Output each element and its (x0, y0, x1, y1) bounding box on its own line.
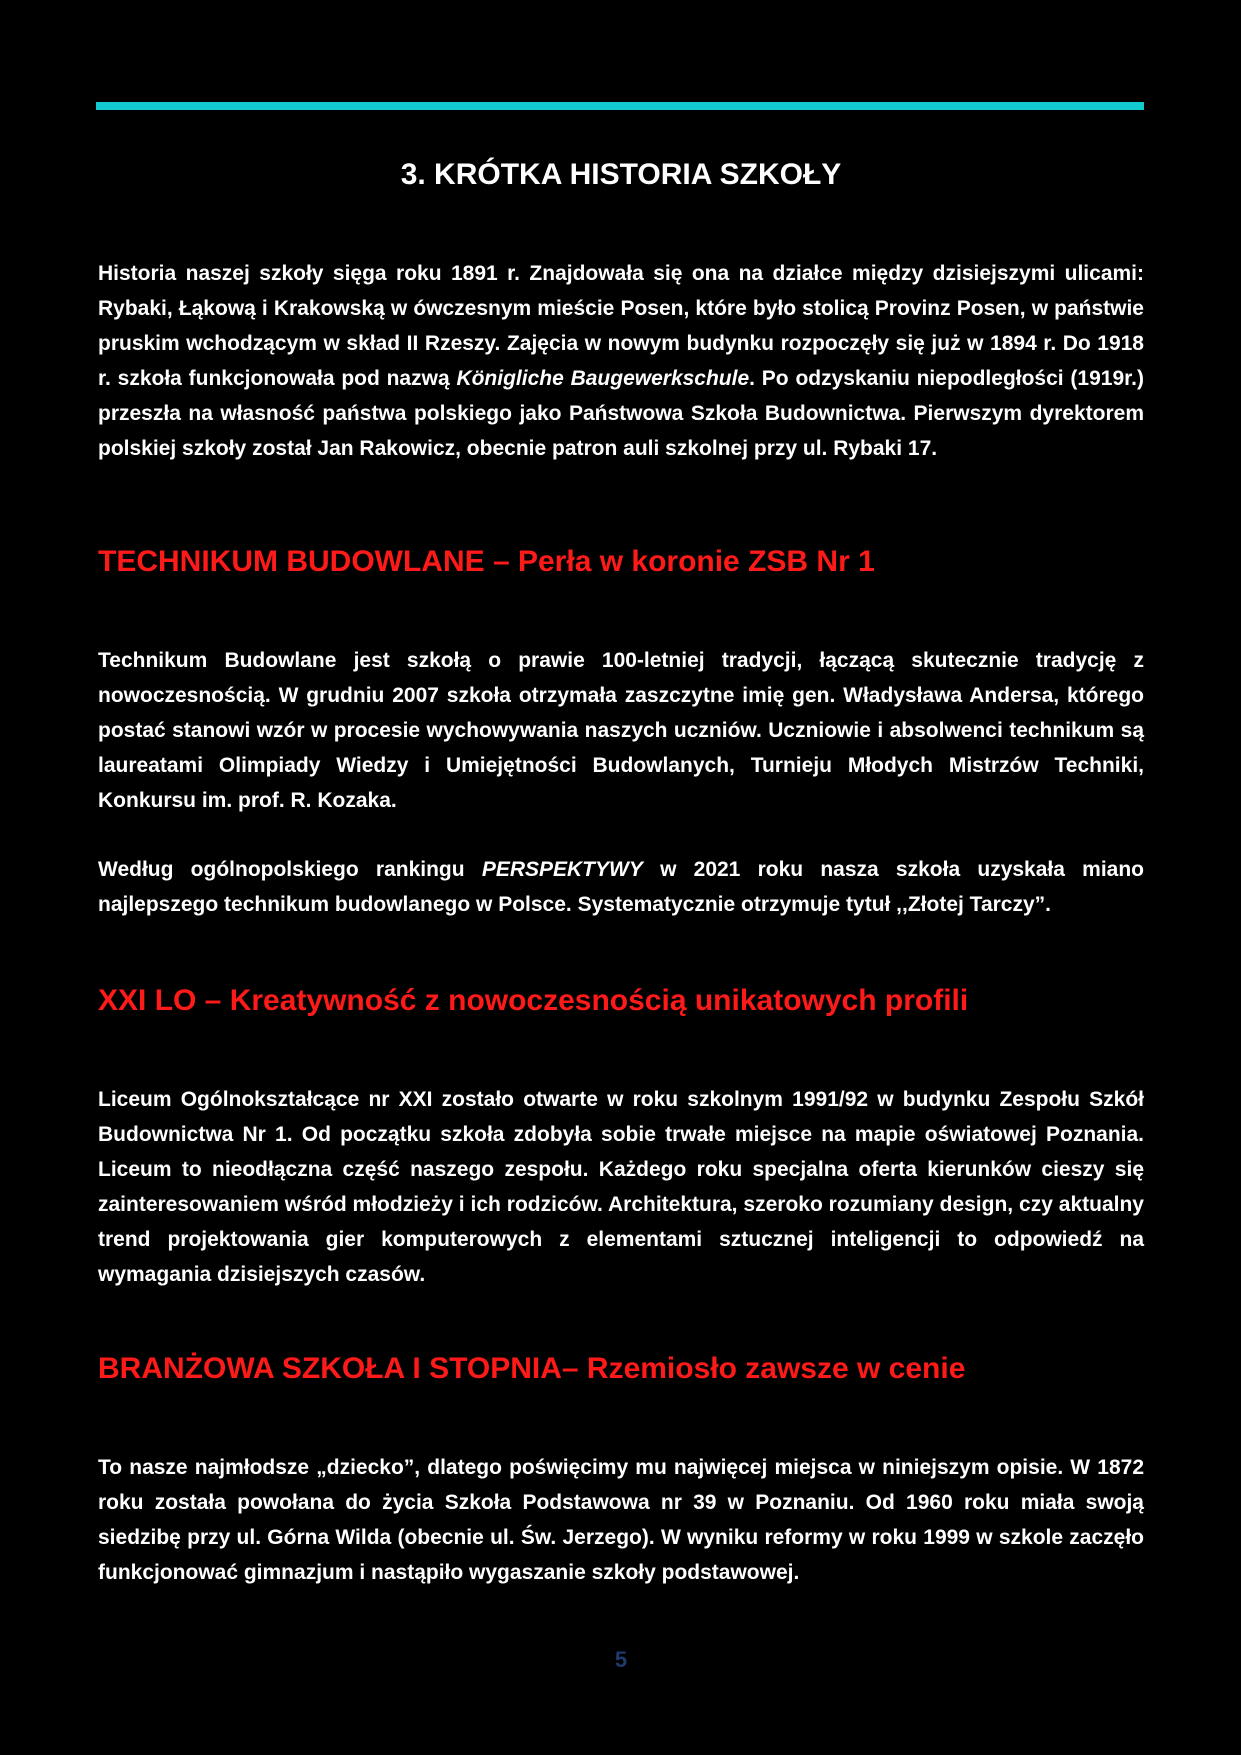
technikum-paragraph-1: Technikum Budowlane jest szkołą o prawie 100-letniej tradycji, łączącą skutecznie tradycję z nowoczesnością. W grudniu 2007 szkoła otrzymała zaszczytne imię gen. Władysława Andersa, którego postać stanowi wzór w procesie wychowywania naszych uczniów. Uczniowie i absolwenci technikum są laureatami Olimpiady Wiedzy i Umiejętności Budowlanych, Turnieju Młodych Mistrzów Techniki, Konkursu im. prof. R. Kozaka. (98, 649, 1144, 812)
page-title: 3. KRÓTKA HISTORIA SZKOŁY (400, 158, 842, 191)
top-divider-rule (96, 102, 1144, 110)
liceum-paragraph: Liceum Ogólnokształcące nr XXI zostało otwarte w roku szkolnym 1991/92 w budynku Zespołu Szkół Budownictwa Nr 1. Od początku szkoła zdobyła sobie trwałe miejsce na mapie oświatowej Poznania. Liceum to nieodłączna część naszego zespołu. Każdego roku specjalna oferta kierunków cieszy się zainteresowaniem wśród młodzieży i ich rodziców. Architektura, szeroko rozumiany design, czy aktualny trend projektowania gier komputerowych z elementami sztucznej inteligencji to odpowiedź na wymagania dzisiejszych czasów. (98, 1088, 1144, 1286)
history-paragraph (98, 256, 1144, 466)
technikum-text-italic: PERSPEKTYWY (481, 858, 643, 881)
history-text-part1: Historia naszej szkoły sięga roku 1891 r. Znajdowała się ona na działce między dzisiejszymi ulicami: Rybaki, Łąkową i Krakowską w ówczesnym mieście Posen, które było stolicą Provinz Posen, w państwie pruskim wchodzącym w skład II Rzeszy. Zajęcia w nowym budynku rozpoczęły się już w 1894 r. Do 1918 r. szkoła funkcjonowała pod nazwą (98, 262, 1144, 390)
page-number: 5 (614, 1647, 628, 1672)
section-heading-branzowa: BRANŻOWA SZKOŁA I STOPNIA– Rzemiosło zawsze w cenie (98, 1352, 966, 1385)
section-heading-liceum: XXI LO – Kreatywność z nowoczesnością unikatowych profili (98, 984, 969, 1017)
technikum-paragraph-2 (98, 852, 1144, 922)
section-heading-technikum: TECHNIKUM BUDOWLANE – Perła w koronie ZSB Nr 1 (98, 545, 875, 578)
history-text-italic: Königliche Baugewerkschule (456, 367, 750, 390)
technikum-text-part1: Według ogólnopolskiego rankingu (98, 858, 482, 881)
branzowa-paragraph: To nasze najmłodsze „dziecko”, dlatego poświęcimy mu najwięcej miejsca w niniejszym opisie. W 1872 roku została powołana do życia Szkoła Podstawowa nr 39 w Poznaniu. Od 1960 roku miała swoją siedzibę przy ul. Górna Wilda (obecnie ul. Św. Jerzego). W wyniku reformy w roku 1999 w szkole zaczęło funkcjonować gimnazjum i nastąpiło wygaszanie szkoły podstawowej. (98, 1456, 1144, 1584)
document-page (98, 0, 1144, 1755)
technikum-text-part2: w 2021 roku nasza szkoła uzyskała miano najlepszego technikum budowlanego w Polsce. Systematycznie otrzymuje tytuł ,,Złotej Tarczy”. (98, 858, 1144, 916)
history-text-part2: . Po odzyskaniu niepodległości (1919r.) przeszła na własność państwa polskiego jako Państwowa Szkoła Budownictwa. Pierwszym dyrektorem polskiej szkoły został Jan Rakowicz, obecnie patron auli szkolnej przy ul. Rybaki 17. (98, 367, 1144, 460)
